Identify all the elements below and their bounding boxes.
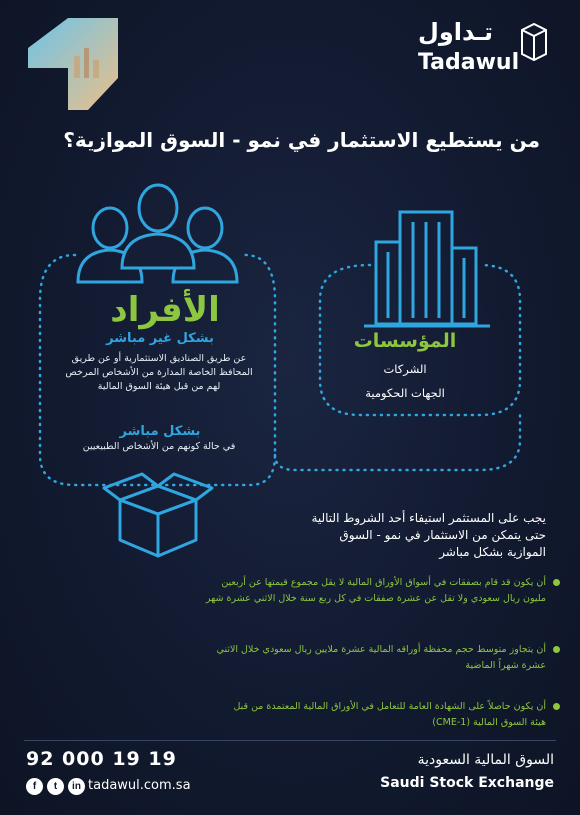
conditions-intro-line: يجب على المستثمر استيفاء أحد الشروط التالية	[311, 511, 546, 525]
linkedin-icon[interactable]: in	[68, 778, 85, 795]
indirect-line: عن طريق الصناديق الاستثمارية أو عن طريق	[71, 353, 247, 364]
indirect-description	[48, 352, 270, 394]
condition-line: أن يكون حاصلاً على الشهادة العامة للتعامل في الأوراق المالية المعتمدة من قبل	[233, 701, 546, 712]
open-box-icon	[104, 474, 212, 556]
people-icon	[78, 185, 237, 282]
direct-heading: بشكل مباشر	[119, 424, 201, 439]
condition-line: أن يتجاوز متوسط حجم محفظة أوراقه المالية عشرة ملايين ريال سعودي خلال الاثني	[216, 644, 546, 655]
brand-name-english: Tadawul	[418, 50, 520, 75]
facebook-icon[interactable]: f	[26, 778, 43, 795]
institutions-item-companies: الشركات	[383, 362, 427, 376]
condition-item-1	[76, 575, 546, 607]
individuals-title: الأفراد	[110, 290, 220, 330]
website-link[interactable]: tadawul.com.sa	[88, 778, 191, 793]
page-title: من يستطيع الاستثمار في نمو - السوق الموازية؟	[63, 128, 540, 152]
condition-line: عشرة شهراً الماضية	[465, 660, 546, 671]
direct-description: في حالة كونهم من الأشخاص الطبيعيين	[82, 441, 236, 452]
indirect-line: المحافظ الخاصة المدارة من الأشخاص المرخص	[65, 367, 253, 378]
bullet-icon	[553, 703, 560, 710]
social-links	[26, 777, 85, 795]
brand-name-arabic: تـداول	[418, 18, 494, 46]
indirect-line: لهم من قبل هيئة السوق المالية	[97, 381, 221, 392]
condition-line: هيئة السوق المالية (CME-1)	[432, 717, 546, 728]
conditions-intro-line: الموازية بشكل مباشر	[439, 545, 546, 559]
institutions-title: المؤسسات	[353, 330, 457, 352]
connector-dotted-line	[275, 415, 520, 470]
building-icon	[364, 212, 490, 326]
condition-line: مليون ريال سعودي ولا تقل عن عشرة صفقات في كل ربع سنة خلال الاثني عشرة شهر	[205, 593, 546, 604]
twitter-icon[interactable]: t	[47, 778, 64, 795]
phone-number[interactable]: 92 000 19 19	[26, 748, 177, 770]
institutions-item-government: الجهات الحكومية	[365, 386, 445, 400]
exchange-name-arabic: السوق المالية السعودية	[417, 752, 554, 768]
bullet-icon	[553, 646, 560, 653]
condition-line: أن يكون قد قام بصفقات في أسواق الأوراق المالية لا يقل مجموع قيمتها عن أربعين	[221, 577, 546, 588]
exchange-name-english: Saudi Stock Exchange	[380, 775, 554, 791]
conditions-intro	[256, 510, 546, 561]
bullet-icon	[553, 579, 560, 586]
indirect-heading: بشكل غير مباشر	[106, 331, 214, 346]
footer-divider	[24, 740, 556, 741]
condition-item-2	[76, 642, 546, 674]
condition-item-3	[76, 699, 546, 731]
conditions-intro-line: حتى يتمكن من الاستثمار في نمو - السوق	[339, 528, 546, 542]
